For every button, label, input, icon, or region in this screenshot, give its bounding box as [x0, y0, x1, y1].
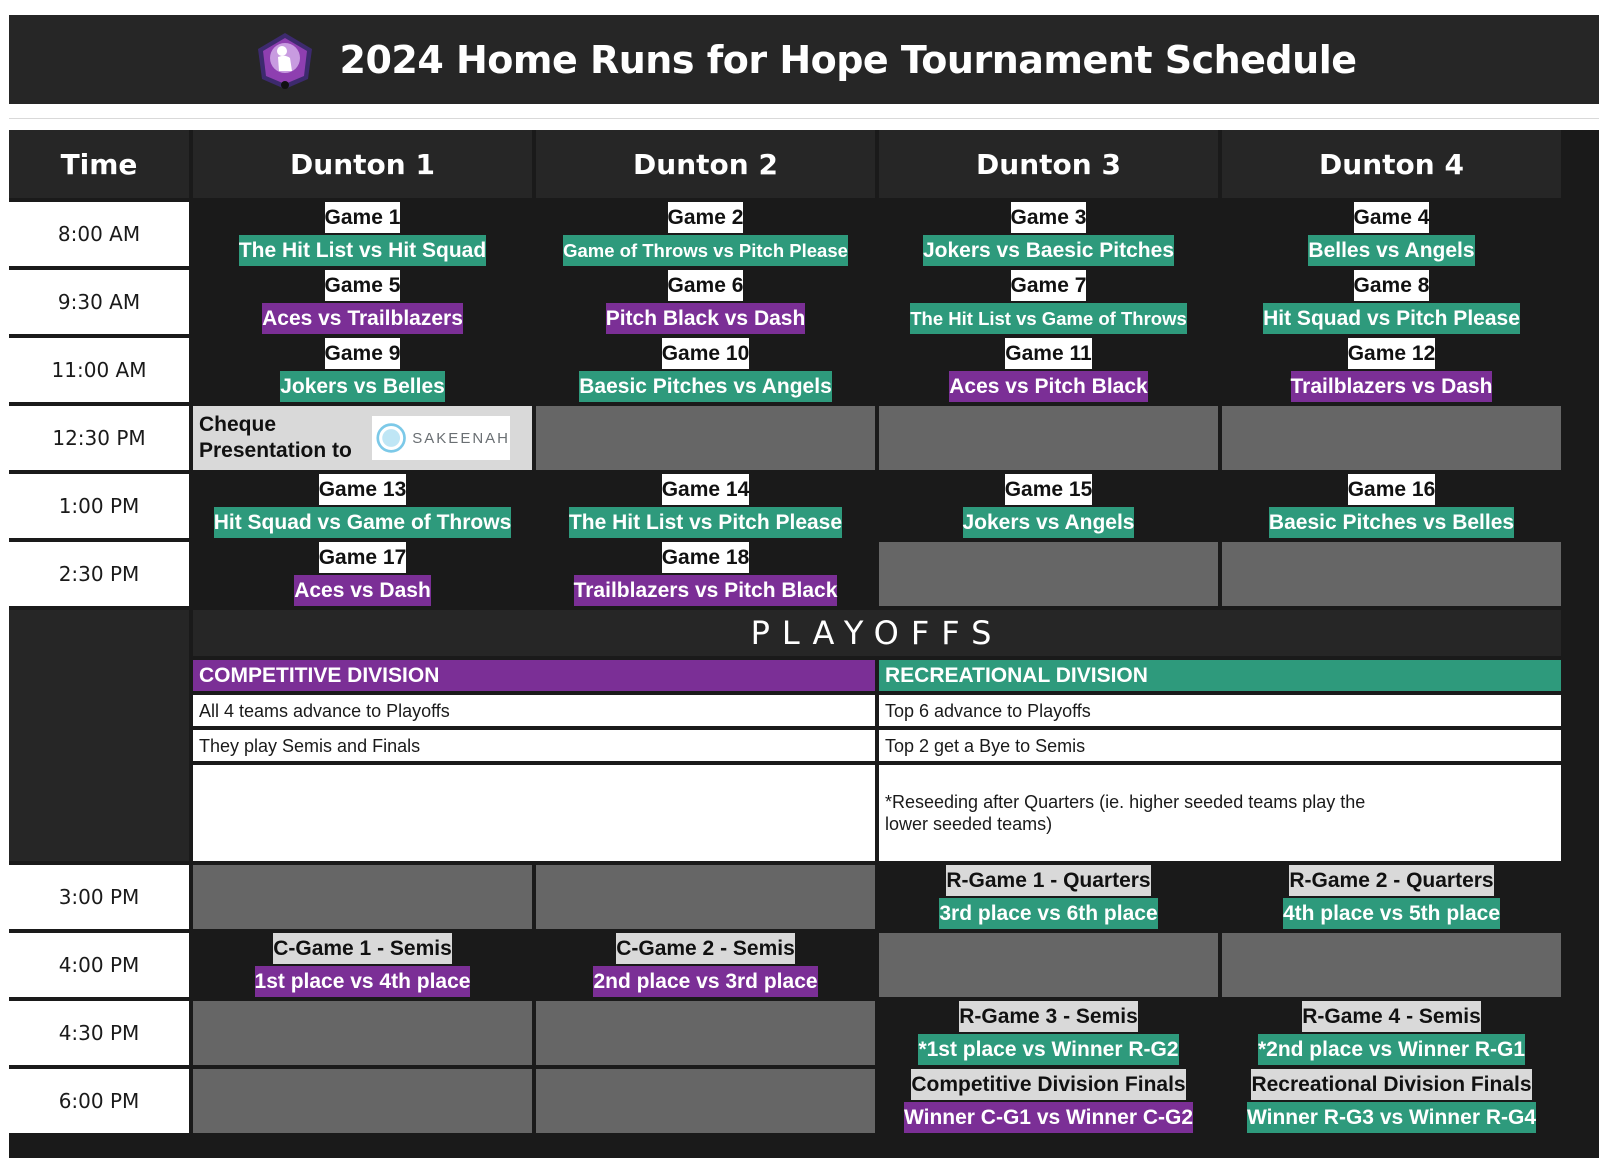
time-slot: 4:30 PM [9, 1001, 189, 1065]
game-cell [193, 542, 532, 606]
game-label: Game 16 [1348, 474, 1436, 505]
game-cell [536, 474, 875, 538]
game-label: R-Game 3 - Semis [959, 1001, 1138, 1032]
game-label: Game 2 [668, 202, 744, 233]
note-text: All 4 teams advance to Playoffs [199, 700, 450, 721]
competitive-note [193, 695, 875, 726]
game-label: Game 18 [662, 542, 750, 573]
game-cell [193, 202, 532, 266]
field-column-header: Dunton 3 [879, 130, 1218, 198]
recreational-division-header: RECREATIONAL DIVISION [879, 660, 1561, 691]
game-cell [879, 202, 1218, 266]
empty-slot [1222, 406, 1561, 470]
playoffs-banner: PLAYOFFS [193, 610, 1561, 656]
time-slot: 2:30 PM [9, 542, 189, 606]
game-cell [536, 542, 875, 606]
game-cell [536, 338, 875, 402]
sakeenah-ring-logo-icon [376, 421, 406, 455]
game-matchup: Hit Squad vs Game of Throws [214, 507, 512, 538]
game-label: Game 1 [325, 202, 401, 233]
playoffs-side-block [9, 610, 189, 861]
game-matchup: Belles vs Angels [1308, 235, 1474, 266]
game-matchup: Trailblazers vs Dash [1291, 371, 1493, 402]
game-matchup: Hit Squad vs Pitch Please [1263, 303, 1520, 334]
game-label: Game 8 [1354, 270, 1430, 301]
time-slot: 1:00 PM [9, 474, 189, 538]
game-label: Game 13 [319, 474, 407, 505]
cheque-text: Cheque Presentation to [199, 413, 352, 462]
note-text: Top 2 get a Bye to Semis [885, 735, 1086, 756]
game-label: Game 6 [668, 270, 744, 301]
game-cell [1222, 1001, 1561, 1065]
game-label: Competitive Division Finals [911, 1069, 1185, 1100]
game-matchup: Winner R-G3 vs Winner R-G4 [1247, 1102, 1536, 1133]
game-matchup: The Hit List vs Game of Throws [910, 303, 1187, 334]
game-matchup: The Hit List vs Pitch Please [569, 507, 842, 538]
game-label: Game 11 [1005, 338, 1091, 369]
softball-team-logo-icon [252, 27, 318, 93]
note-text: *Reseeding after Quarters (ie. higher seeded teams play the lower seeded teams) [885, 792, 1366, 834]
title-banner [9, 15, 1599, 104]
game-matchup: Jokers vs Belles [280, 371, 445, 402]
schedule-table [9, 130, 1599, 1158]
game-matchup: Aces vs Trailblazers [262, 303, 463, 334]
game-cell [193, 338, 532, 402]
game-matchup: Baesic Pitches vs Angels [579, 371, 832, 402]
game-cell [1222, 474, 1561, 538]
game-matchup: Trailblazers vs Pitch Black [574, 575, 838, 606]
empty-slot [536, 1069, 875, 1133]
empty-slot [193, 865, 532, 929]
game-cell [536, 202, 875, 266]
empty-slot [193, 1001, 532, 1065]
field-column-header: Dunton 4 [1222, 130, 1561, 198]
game-label: R-Game 1 - Quarters [946, 865, 1150, 896]
game-cell [879, 1001, 1218, 1065]
game-label: Game 12 [1348, 338, 1436, 369]
competitive-note [193, 765, 875, 861]
competitive-note [193, 730, 875, 761]
game-label: Game 9 [325, 338, 401, 369]
game-cell [536, 270, 875, 334]
game-cell [1222, 1069, 1561, 1133]
time-slot: 11:00 AM [9, 338, 189, 402]
time-slot: 9:30 AM [9, 270, 189, 334]
game-cell [1222, 338, 1561, 402]
game-matchup: Aces vs Pitch Black [949, 371, 1147, 402]
game-label: Recreational Division Finals [1251, 1069, 1531, 1100]
cheque-presentation [193, 406, 532, 470]
game-matchup: 2nd place vs 3rd place [593, 966, 817, 997]
competitive-division-header: COMPETITIVE DIVISION [193, 660, 875, 691]
game-matchup: Winner C-G1 vs Winner C-G2 [904, 1102, 1193, 1133]
empty-slot [536, 406, 875, 470]
game-matchup: Baesic Pitches vs Belles [1269, 507, 1514, 538]
game-label: C-Game 2 - Semis [616, 933, 795, 964]
game-label: Game 4 [1354, 202, 1430, 233]
game-label: C-Game 1 - Semis [273, 933, 452, 964]
game-cell [193, 933, 532, 997]
empty-slot [1222, 933, 1561, 997]
page-title: 2024 Home Runs for Hope Tournament Schedule [339, 37, 1357, 82]
time-slot: 3:00 PM [9, 865, 189, 929]
time-slot: 4:00 PM [9, 933, 189, 997]
game-matchup: Jokers vs Baesic Pitches [923, 235, 1174, 266]
time-column-header: Time [9, 130, 189, 198]
field-column-header: Dunton 1 [193, 130, 532, 198]
empty-slot [879, 933, 1218, 997]
game-label: Game 15 [1005, 474, 1093, 505]
sponsor-logo [372, 416, 510, 460]
sponsor-name: SAKEENAH [412, 429, 510, 447]
recreational-note [879, 730, 1561, 761]
field-column-header: Dunton 2 [536, 130, 875, 198]
game-cell [1222, 270, 1561, 334]
recreational-note [879, 695, 1561, 726]
game-matchup: Aces vs Dash [294, 575, 431, 606]
game-cell [879, 474, 1218, 538]
game-label: Game 14 [662, 474, 750, 505]
game-cell [879, 865, 1218, 929]
game-matchup: Jokers vs Angels [963, 507, 1135, 538]
game-label: R-Game 4 - Semis [1302, 1001, 1481, 1032]
game-label: R-Game 2 - Quarters [1289, 865, 1493, 896]
time-slot: 8:00 AM [9, 202, 189, 266]
empty-slot [536, 1001, 875, 1065]
game-cell [536, 933, 875, 997]
divider [9, 118, 1599, 119]
game-cell [193, 270, 532, 334]
game-cell [1222, 865, 1561, 929]
time-slot: 6:00 PM [9, 1069, 189, 1133]
game-matchup: *1st place vs Winner R-G2 [918, 1034, 1178, 1065]
time-slot: 12:30 PM [9, 406, 189, 470]
game-matchup: 1st place vs 4th place [255, 966, 471, 997]
game-cell [879, 270, 1218, 334]
empty-slot [536, 865, 875, 929]
game-cell [1222, 202, 1561, 266]
game-label: Game 7 [1011, 270, 1087, 301]
empty-slot [879, 542, 1218, 606]
game-label: Game 5 [325, 270, 401, 301]
game-matchup: Game of Throws vs Pitch Please [563, 235, 848, 266]
game-matchup: *2nd place vs Winner R-G1 [1258, 1034, 1525, 1065]
game-label: Game 3 [1011, 202, 1087, 233]
game-matchup: 3rd place vs 6th place [939, 898, 1157, 929]
game-matchup: The Hit List vs Hit Squad [239, 235, 486, 266]
game-matchup: Pitch Black vs Dash [606, 303, 806, 334]
game-cell [879, 338, 1218, 402]
game-label: Game 10 [662, 338, 750, 369]
note-text: They play Semis and Finals [199, 735, 421, 756]
game-label: Game 17 [319, 542, 407, 573]
empty-slot [1222, 542, 1561, 606]
game-cell [879, 1069, 1218, 1133]
empty-slot [193, 1069, 532, 1133]
empty-slot [879, 406, 1218, 470]
recreational-note [879, 765, 1561, 861]
game-cell [193, 474, 532, 538]
note-text: Top 6 advance to Playoffs [885, 700, 1091, 721]
game-matchup: 4th place vs 5th place [1283, 898, 1500, 929]
